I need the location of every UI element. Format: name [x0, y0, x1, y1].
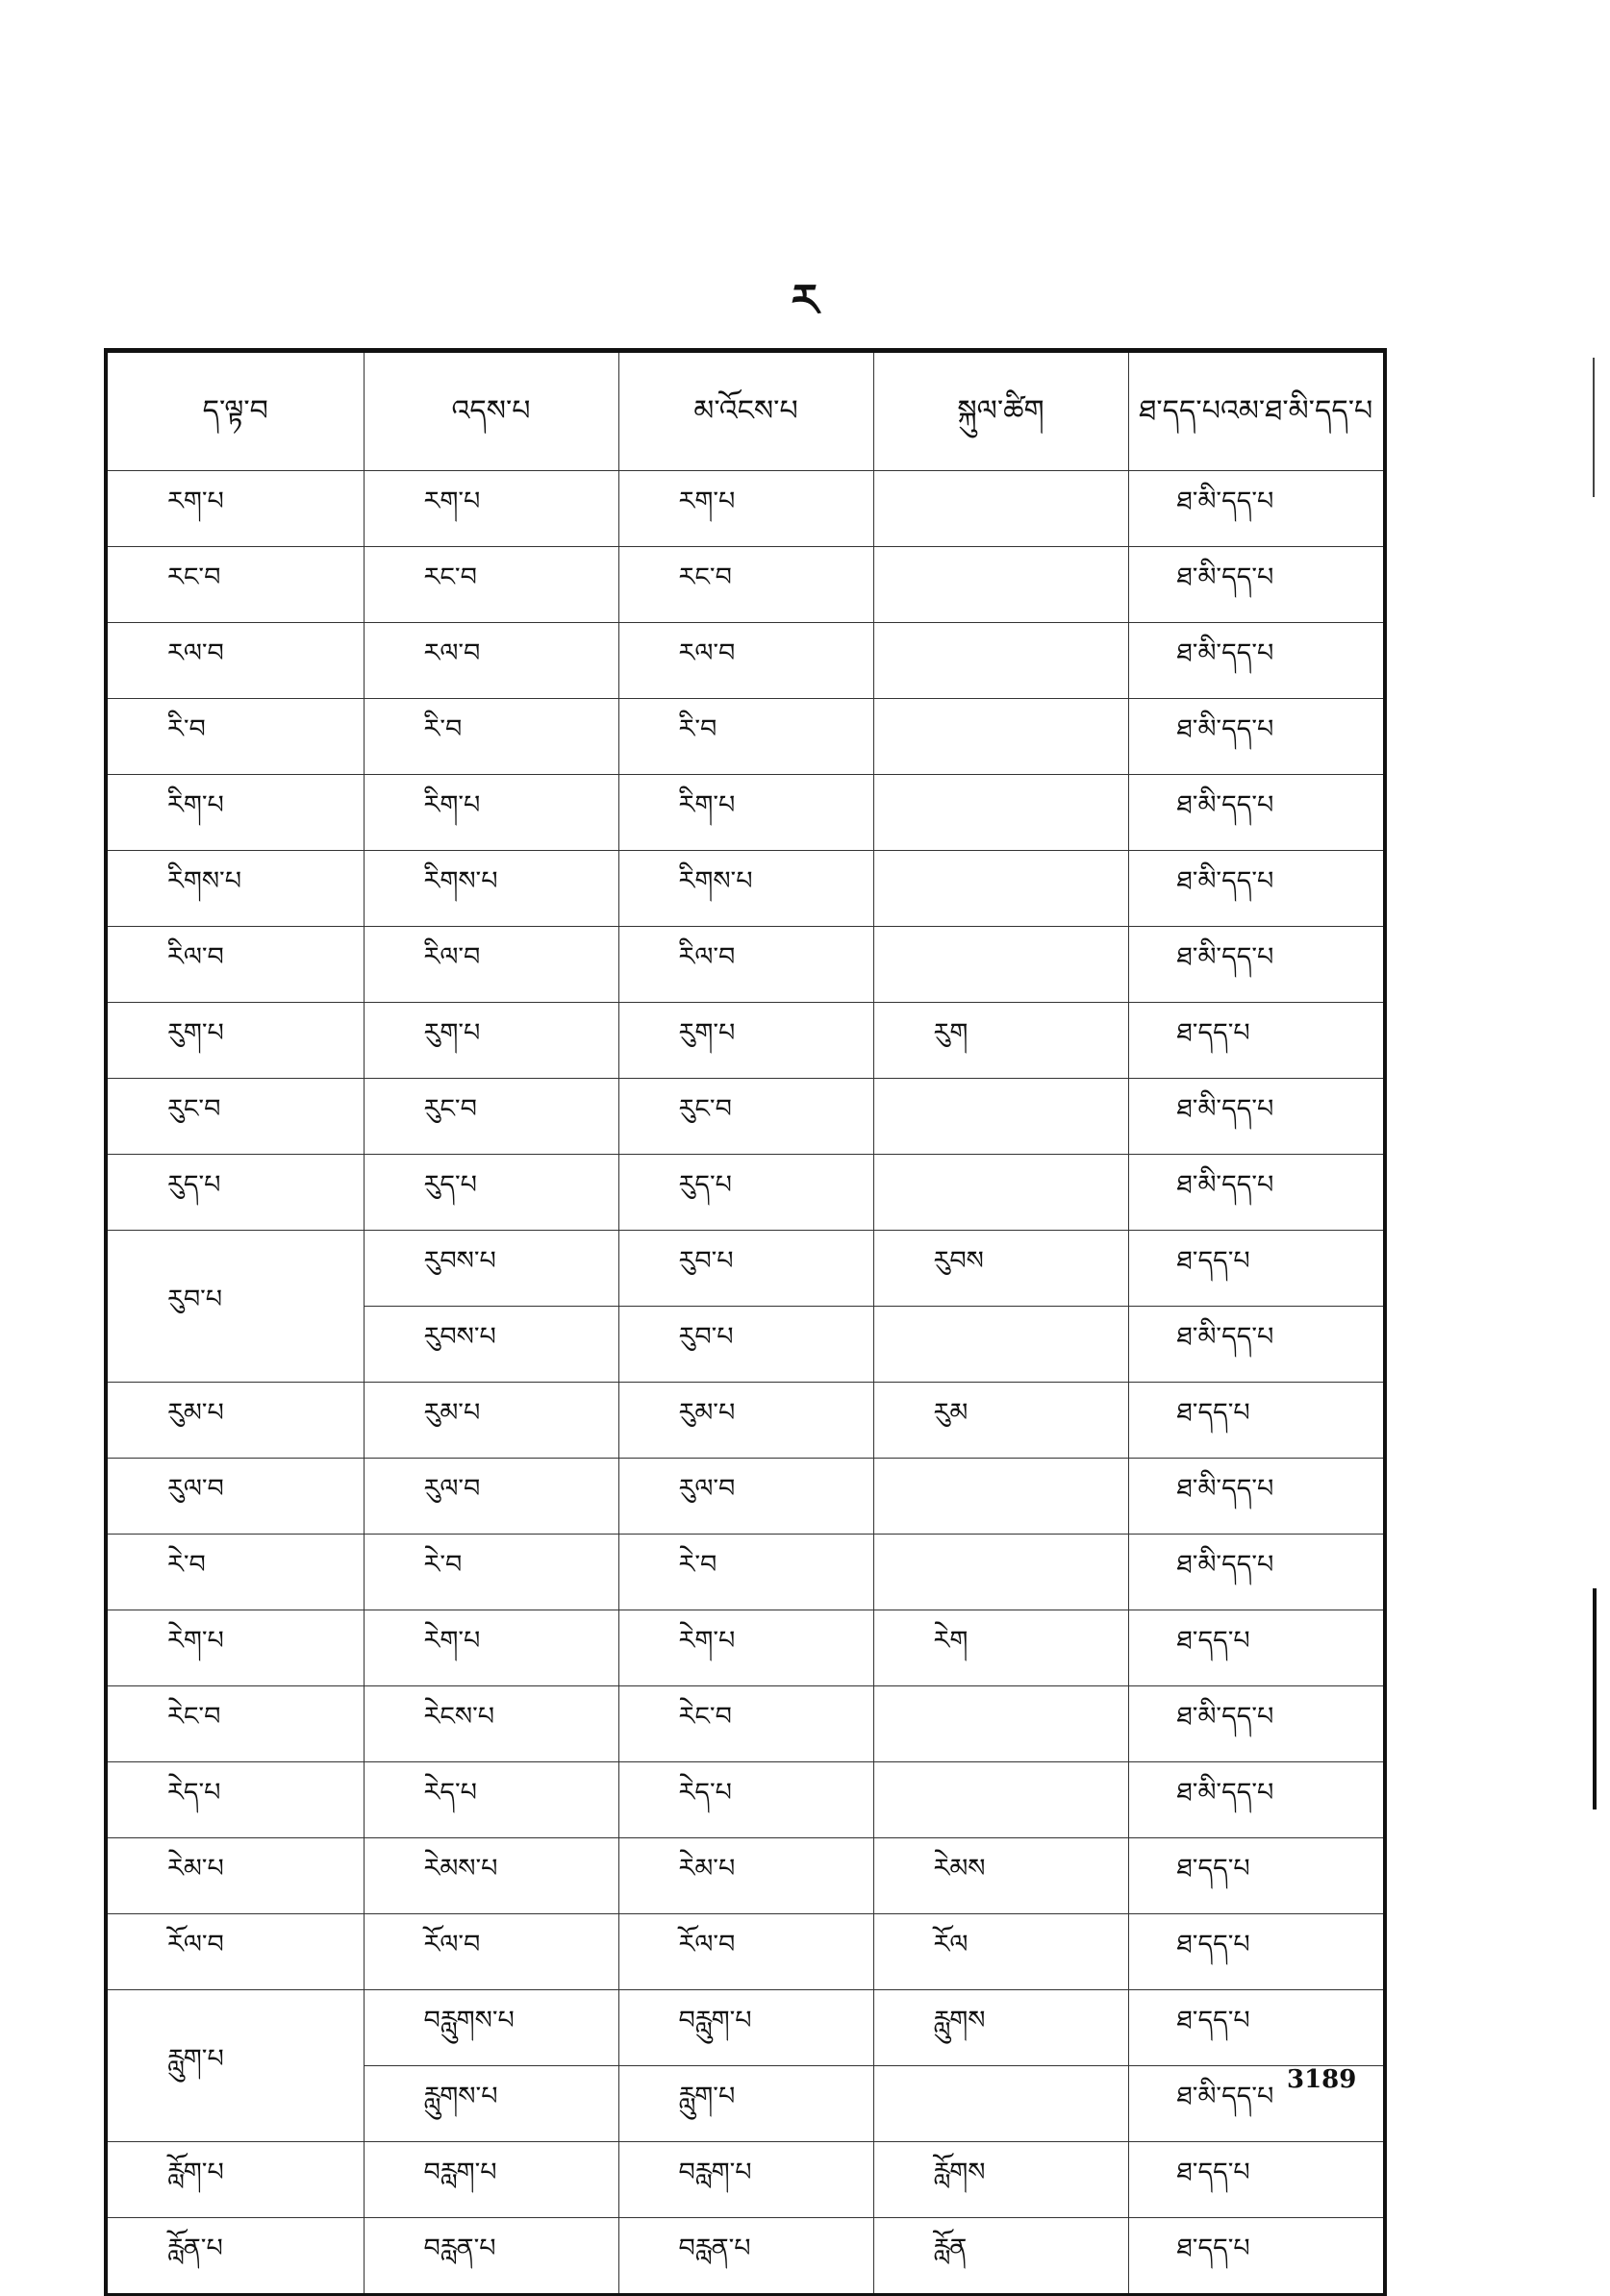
table-row [106, 1003, 1385, 1079]
cell-future: རེ་བ [618, 1535, 873, 1610]
cell-future: རུབ་པ [618, 1307, 873, 1383]
header-transitivity: ཐ་དད་པའམ་ཐ་མི་དད་པ [1128, 351, 1385, 471]
cell-transitivity: ཐ་དད་པ [1128, 1383, 1385, 1459]
table-row [106, 1155, 1385, 1231]
cell-present: རློན་པ [106, 2218, 364, 2295]
cell-imperative [873, 1079, 1128, 1155]
cell-imperative [873, 1535, 1128, 1610]
table-row [106, 699, 1385, 775]
cell-future: རག་པ [618, 471, 873, 547]
cell-present: རླུག་པ [106, 1990, 364, 2142]
cell-transitivity: ཐ་དད་པ [1128, 1990, 1385, 2066]
cell-imperative: རློན [873, 2218, 1128, 2295]
page-letter: ར [791, 274, 819, 326]
cell-future: རེད་པ [618, 1762, 873, 1838]
cell-past: རེམས་པ [364, 1838, 618, 1914]
table-row [106, 1686, 1385, 1762]
cell-past: རུག་པ [364, 1003, 618, 1079]
cell-past: རུམ་པ [364, 1383, 618, 1459]
cell-past: རིགས་པ [364, 851, 618, 927]
cell-past: རལ་བ [364, 623, 618, 699]
cell-future: རིལ་བ [618, 927, 873, 1003]
cell-imperative [873, 547, 1128, 623]
table-row [106, 1914, 1385, 1990]
cell-transitivity: ཐ་མི་དད་པ [1128, 775, 1385, 851]
cell-present: རིགས་པ [106, 851, 364, 927]
cell-past: རེད་པ [364, 1762, 618, 1838]
cell-past: བརླན་པ [364, 2218, 618, 2295]
verb-conjugation-table [104, 348, 1387, 2296]
cell-present: རང་བ [106, 547, 364, 623]
cell-present: རེག་པ [106, 1610, 364, 1686]
table-row [106, 471, 1385, 547]
cell-present: རེད་པ [106, 1762, 364, 1838]
cell-imperative [873, 1686, 1128, 1762]
cell-imperative [873, 851, 1128, 927]
cell-imperative [873, 1307, 1128, 1383]
cell-past: བརླག་པ [364, 2142, 618, 2218]
cell-transitivity: ཐ་དད་པ [1128, 2142, 1385, 2218]
cell-present: རུག་པ [106, 1003, 364, 1079]
cell-present: རུང་བ [106, 1079, 364, 1155]
cell-transitivity: ཐ་དད་པ [1128, 1838, 1385, 1914]
verb-table-container [104, 348, 1383, 2296]
cell-imperative [873, 927, 1128, 1003]
cell-imperative [873, 471, 1128, 547]
header-imperative: སྐུལ་ཚིག [873, 351, 1128, 471]
table-row [106, 1610, 1385, 1686]
cell-past: རག་པ [364, 471, 618, 547]
table-row [106, 1990, 1385, 2066]
cell-future: རུད་པ [618, 1155, 873, 1231]
cell-future: བརླན་པ [618, 2218, 873, 2295]
cell-past: རེ་བ [364, 1535, 618, 1610]
header-present: ད་ལྟ་བ [106, 351, 364, 471]
cell-present: རུལ་བ [106, 1459, 364, 1535]
table-row [106, 1535, 1385, 1610]
cell-transitivity: ཐ་དད་པ [1128, 1610, 1385, 1686]
table-row [106, 547, 1385, 623]
cell-imperative [873, 1459, 1128, 1535]
cell-past: རེངས་པ [364, 1686, 618, 1762]
table-row [106, 851, 1385, 927]
cell-past: རུབས་པ [364, 1231, 618, 1307]
cell-imperative [873, 699, 1128, 775]
cell-past: རིག་པ [364, 775, 618, 851]
cell-imperative [873, 623, 1128, 699]
cell-transitivity: ཐ་མི་དད་པ [1128, 547, 1385, 623]
cell-future: རེང་བ [618, 1686, 873, 1762]
cell-future: རུག་པ [618, 1003, 873, 1079]
page-number: 3189 [1287, 2065, 1357, 2094]
table-row [106, 2218, 1385, 2295]
cell-imperative: རེམས [873, 1838, 1128, 1914]
cell-past: རླུགས་པ [364, 2066, 618, 2142]
cell-imperative: རློགས [873, 2142, 1128, 2218]
cell-imperative: རོལ [873, 1914, 1128, 1990]
header-future: མ་འོངས་པ [618, 351, 873, 471]
cell-past: རུབས་པ [364, 1307, 618, 1383]
cell-future: རལ་བ [618, 623, 873, 699]
cell-present: རེམ་པ [106, 1838, 364, 1914]
margin-mark [1593, 358, 1595, 497]
cell-future: རེམ་པ [618, 1838, 873, 1914]
cell-future: རིག་པ [618, 775, 873, 851]
cell-present: རོལ་བ [106, 1914, 364, 1990]
cell-future: བརླུག་པ [618, 1990, 873, 2066]
cell-past: རང་བ [364, 547, 618, 623]
cell-past: རུང་བ [364, 1079, 618, 1155]
margin-mark [1593, 1588, 1597, 1809]
cell-present: རག་པ [106, 471, 364, 547]
table-row [106, 1838, 1385, 1914]
cell-transitivity: ཐ་མི་དད་པ [1128, 1079, 1385, 1155]
cell-transitivity: ཐ་མི་དད་པ [1128, 699, 1385, 775]
cell-imperative: རླུགས [873, 1990, 1128, 2066]
cell-transitivity: ཐ་མི་དད་པ [1128, 2066, 1385, 2142]
cell-transitivity: ཐ་མི་དད་པ [1128, 927, 1385, 1003]
cell-present: རུད་པ [106, 1155, 364, 1231]
cell-future: རུང་བ [618, 1079, 873, 1155]
cell-imperative [873, 1762, 1128, 1838]
cell-transitivity: ཐ་དད་པ [1128, 1231, 1385, 1307]
cell-past: རུལ་བ [364, 1459, 618, 1535]
cell-present: རེ་བ [106, 1535, 364, 1610]
cell-present: རིལ་བ [106, 927, 364, 1003]
cell-future: རིགས་པ [618, 851, 873, 927]
cell-transitivity: ཐ་དད་པ [1128, 1914, 1385, 1990]
cell-transitivity: ཐ་མི་དད་པ [1128, 1762, 1385, 1838]
cell-present: རིག་པ [106, 775, 364, 851]
cell-past: རོལ་བ [364, 1914, 618, 1990]
cell-past: རུད་པ [364, 1155, 618, 1231]
table-row [106, 1459, 1385, 1535]
cell-present: རི་བ [106, 699, 364, 775]
cell-transitivity: ཐ་མི་དད་པ [1128, 623, 1385, 699]
cell-future: རོལ་བ [618, 1914, 873, 1990]
cell-imperative: རེག [873, 1610, 1128, 1686]
table-row [106, 2142, 1385, 2218]
cell-past: རི་བ [364, 699, 618, 775]
cell-imperative: རུམ [873, 1383, 1128, 1459]
cell-present: རློག་པ [106, 2142, 364, 2218]
cell-transitivity: ཐ་དད་པ [1128, 1003, 1385, 1079]
cell-future: རླུག་པ [618, 2066, 873, 2142]
cell-imperative [873, 1155, 1128, 1231]
cell-future: རང་བ [618, 547, 873, 623]
cell-imperative [873, 775, 1128, 851]
cell-imperative: རུག [873, 1003, 1128, 1079]
cell-transitivity: ཐ་མི་དད་པ [1128, 1155, 1385, 1231]
cell-transitivity: ཐ་མི་དད་པ [1128, 851, 1385, 927]
cell-imperative: རུབས [873, 1231, 1128, 1307]
table-body [106, 471, 1385, 2295]
cell-transitivity: ཐ་དད་པ [1128, 2218, 1385, 2295]
cell-present: རལ་བ [106, 623, 364, 699]
cell-present: རུམ་པ [106, 1383, 364, 1459]
cell-transitivity: ཐ་མི་དད་པ [1128, 1686, 1385, 1762]
cell-future: བརླག་པ [618, 2142, 873, 2218]
cell-transitivity: ཐ་མི་དད་པ [1128, 1459, 1385, 1535]
cell-imperative [873, 2066, 1128, 2142]
cell-transitivity: ཐ་མི་དད་པ [1128, 1535, 1385, 1610]
cell-transitivity: ཐ་མི་དད་པ [1128, 471, 1385, 547]
cell-future: རི་བ [618, 699, 873, 775]
cell-future: རུབ་པ [618, 1231, 873, 1307]
cell-transitivity: ཐ་མི་དད་པ [1128, 1307, 1385, 1383]
table-header-row [106, 351, 1385, 471]
cell-past: རིལ་བ [364, 927, 618, 1003]
table-row [106, 1079, 1385, 1155]
table-row [106, 927, 1385, 1003]
cell-future: རུམ་པ [618, 1383, 873, 1459]
cell-present: རེང་བ [106, 1686, 364, 1762]
header-past: འདས་པ [364, 351, 618, 471]
cell-future: རེག་པ [618, 1610, 873, 1686]
cell-present: རུབ་པ [106, 1231, 364, 1383]
cell-past: བརླུགས་པ [364, 1990, 618, 2066]
table-row [106, 1231, 1385, 1307]
cell-future: རུལ་བ [618, 1459, 873, 1535]
table-row [106, 775, 1385, 851]
table-row [106, 1383, 1385, 1459]
table-row [106, 1762, 1385, 1838]
table-row [106, 623, 1385, 699]
cell-past: རེག་པ [364, 1610, 618, 1686]
